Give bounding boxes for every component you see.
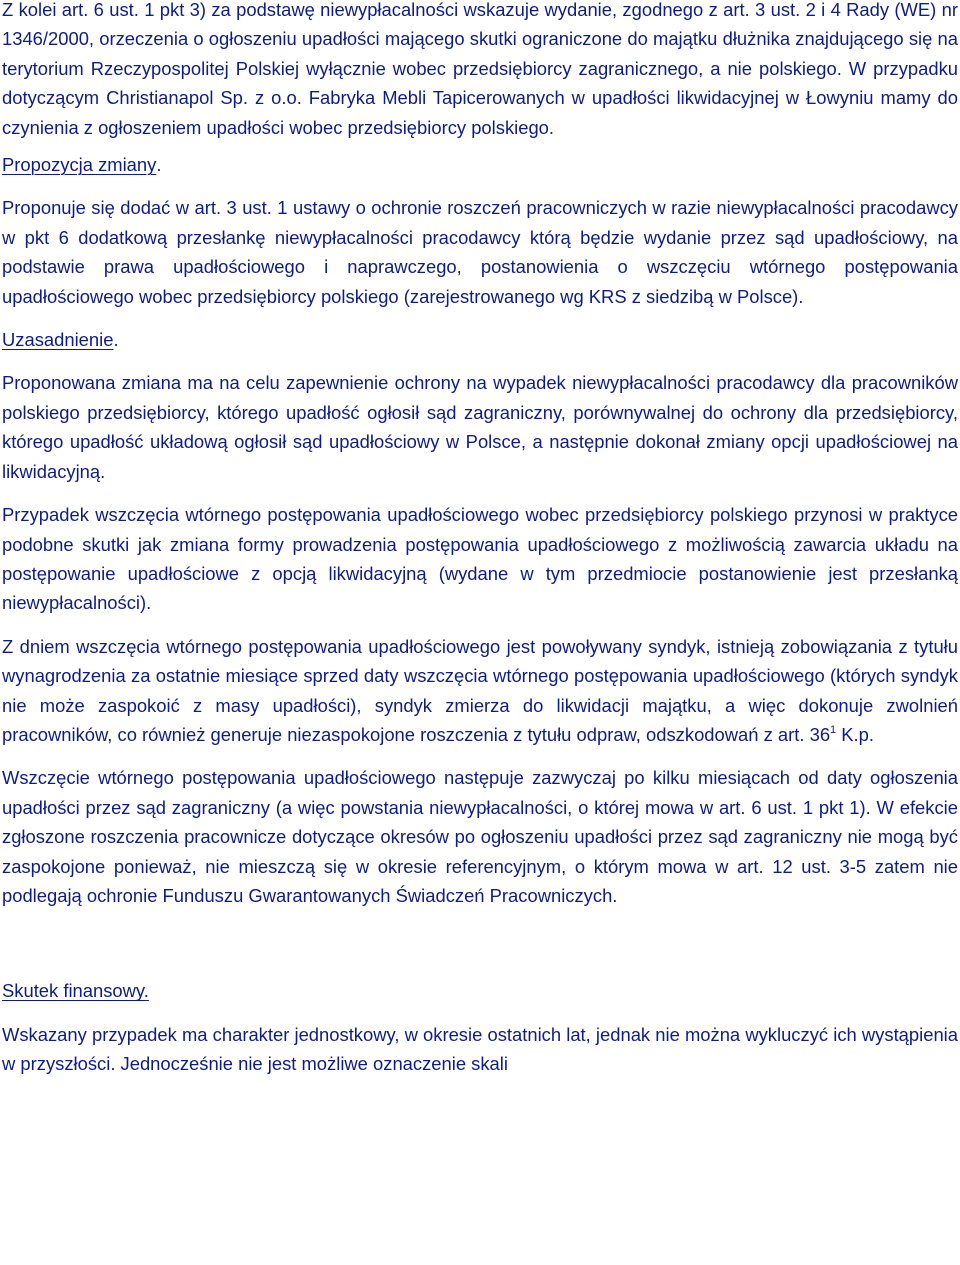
paragraph-financial-effect: Wskazany przypadek ma charakter jednostkowy, w okresie ostatnich lat, jednak nie można wykluczyć ich wystąpienia w przyszłości. Jednocześnie nie jest możliwe oznaczenie skali bbox=[2, 1023, 958, 1075]
heading-proposal bbox=[2, 150, 958, 179]
article-superscript: 1 bbox=[830, 723, 837, 736]
paragraph-trustee-end: K.p. bbox=[836, 723, 874, 745]
paragraph-reference-period: Wszczęcie wtórnego postępowania upadłościowego następuje zazwyczaj po kilku miesiącach od daty ogłoszenia upadłości przez sąd zagraniczny (a więc powstania niewypłacalności, o której mowa w art. 6 ust. 1 pkt 1). W efekcie zgłoszone roszczenia pracownicze dotyczące okresów po ogłoszeniu upadłości przez sąd zagraniczny nie mogą być zaspokojone ponieważ, nie mieszczą się w okresie referencyjnym, o którym mowa w art. 12 ust. 3-5 zatem nie podlegają ochronie Funduszu Gwarantowanych Świadczeń Pracowniczych. bbox=[2, 767, 958, 906]
paragraph-secondary-proceedings: Przypadek wszczęcia wtórnego postępowania upadłościowego wobec przedsiębiorcy polskiego przynosi w praktyce podobne skutki jak zmiana formy prowadzenia postępowania upadłościowego z możliwością zawarcia układu na postępowanie upadłościowe z opcją likwidacyjną (wydane w tym przedmiocie postanowienie jest przesłanką niewypłacalności). bbox=[2, 504, 958, 614]
paragraph-trustee bbox=[2, 632, 958, 750]
document-page bbox=[2, 0, 958, 1079]
heading-justification-dot: . bbox=[113, 329, 119, 351]
paragraph-proposal: Proponuje się dodać w art. 3 ust. 1 ustawy o ochronie roszczeń pracowniczych w razie niewypłacalności pracodawcy w pkt 6 dodatkową przesłankę niewypłacalności pracodawcy którą będzie wydanie przez sąd upadłościowy, na podstawie prawa upadłościowego i naprawczego, postanowienia o wszczęciu wtórnego postępowania upadłościowego wobec przedsiębiorcy polskiego (zarejestrowanego wg KRS z siedzibą w Polsce). bbox=[2, 197, 958, 307]
heading-financial-effect: Skutek finansowy. bbox=[2, 980, 149, 1002]
heading-proposal-dot: . bbox=[156, 154, 162, 176]
paragraph-justification-goal: Proponowana zmiana ma na celu zapewnienie ochrony na wypadek niewypłacalności pracodawcy dla pracowników polskiego przedsiębiorcy, którego upadłość ogłosił sąd zagraniczny, porównywalnej do ochrony dla przedsiębiorcy, którego upadłość układową ogłosił sąd upadłościowy w Polsce, a następnie dokonał zmiany opcji upadłościowej na likwidacyjną. bbox=[2, 372, 958, 482]
heading-justification-text: Uzasadnienie bbox=[2, 329, 114, 351]
heading-proposal-text: Propozycja zmiany bbox=[2, 154, 157, 176]
paragraph-trustee-text: Z dniem wszczęcia wtórnego postępowania upadłościowego jest powoływany syndyk, istnieją zobowiązania z tytułu wynagrodzenia za ostatnie miesiące sprzed daty wszczęcia wtórnego postępowania upadłościowego (których syndyk nie może zaspokoić z masy upadłości), syndyk zmierza do likwidacji majątku, a więc dokonuje zwolnień pracowników, co również generuje niezaspokojone roszczenia z tytułu odpraw, odszkodowań z art. 36 bbox=[2, 635, 958, 745]
paragraph-legal-basis: Z kolei art. 6 ust. 1 pkt 3) za podstawę niewypłacalności wskazuje wydanie, zgodnego z art. 3 ust. 2 i 4 Rady (WE) nr 1346/2000, orzeczenia o ogłoszeniu upadłości mającego skutki ograniczone do majątku dłużnika znajdującego się na terytorium Rzeczypospolitej Polskiej wyłącznie wobec przedsiębiorcy zagranicznego, a nie polskiego. W przypadku dotyczącym Christianapol Sp. z o.o. Fabryka Mebli Tapicerowanych w upadłości likwidacyjnej w Łowyniu mamy do czynienia z ogłoszeniem upadłości wobec przedsiębiorcy polskiego. bbox=[2, 0, 958, 138]
heading-justification bbox=[2, 325, 958, 354]
